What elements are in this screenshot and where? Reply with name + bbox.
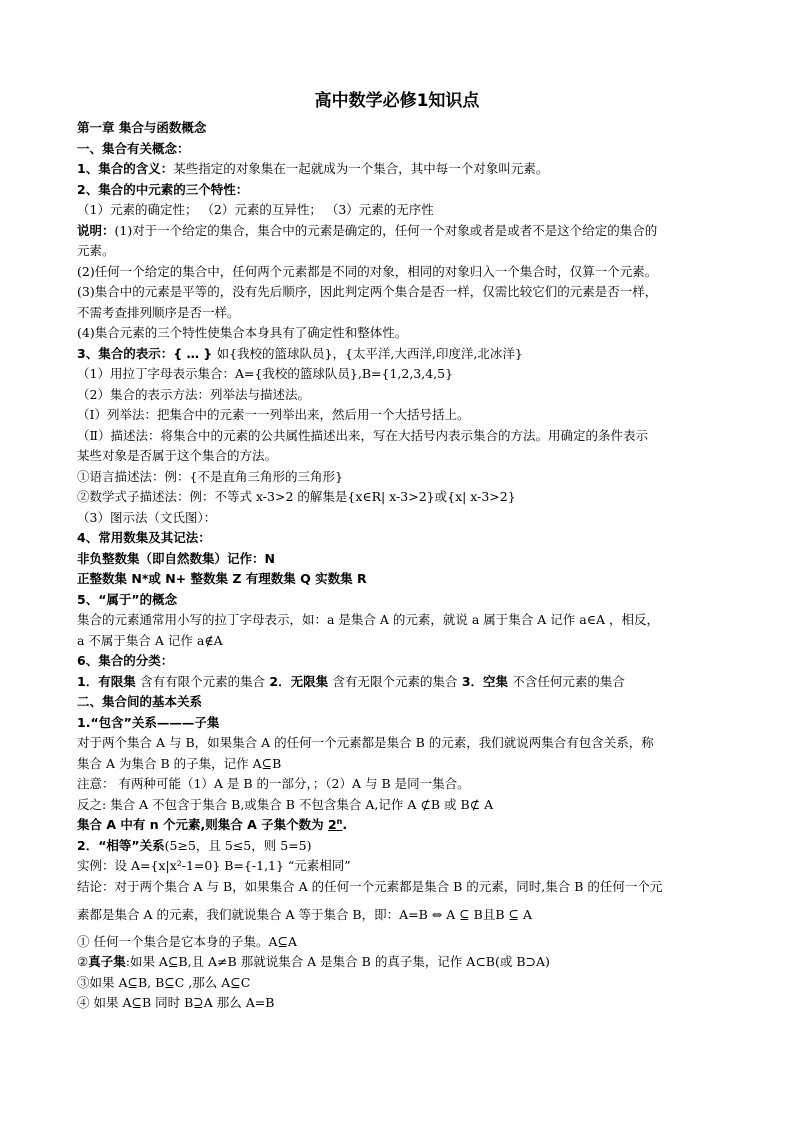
text-line-l16: ①语言描述法：例：{不是直角三角形的三角形} <box>77 468 343 484</box>
superscript: n <box>336 816 343 826</box>
text-run: 不含任何元素的集合 <box>512 673 625 689</box>
text-line-l38 <box>77 952 727 973</box>
text-line-l6: (2)任何一个给定的集合中，任何两个元素都是不同的对象，相同的对象归入一个集合时，仅算一个元素。 <box>77 263 658 279</box>
text-line-s1: 一、集合有关概念： <box>77 140 190 156</box>
text-line-l13: （Ⅰ）列举法：把集合中的元素一一列举出来，然后用一个大括号括上。 <box>77 407 470 422</box>
text-run: (1)对于一个给定的集合，集合中的元素是确定的，任何一个对象或者是或者不是这个给定的集合的 <box>114 222 658 238</box>
text-run: 真子集 <box>88 954 126 969</box>
document-title: 高中数学必修1知识点 <box>314 91 480 111</box>
text-line-l35: 结论：对于两个集合 A 与 B，如果集合 A 的任何一个元素都是集合 B 的元素，同时,集合 B 的任何一个元 <box>77 878 663 894</box>
text-run: 3．空集 <box>457 673 513 689</box>
text-line-l21: 正整数集 N*或 N+ 整数集 Z 有理数集 Q 实数集 R <box>77 571 367 586</box>
text-line-l3: （1）元素的确定性； （2）元素的互异性； （3）元素的无序性 <box>77 202 434 217</box>
text-line-l5: 元素。 <box>77 243 115 258</box>
text-line-l30: 注意： 有两种可能（1）A 是 B 的一部分，；（2）A 与 B 是同一集合。 <box>77 776 470 791</box>
text-run: 2．“相等”关系 <box>77 837 165 853</box>
text-line-l19: 4、常用数集及其记法： <box>77 530 211 545</box>
text-line-l9: (4)集合元素的三个特性使集合本身具有了确定性和整体性。 <box>77 325 408 340</box>
text-line-l22: 5、“属于”的概念 <box>77 591 178 607</box>
document-body <box>77 118 727 1014</box>
text-line-l27: 1.“包含”关系———子集 <box>77 714 220 730</box>
text-line-l23: 集合的元素通常用小写的拉丁字母表示，如：a 是集合 A 的元素，就说 a 属于集合 A 记作 a∈A ，相反， <box>77 612 659 627</box>
text-line-l14: （Ⅱ）描述法：将集合中的元素的公共属性描述出来，写在大括号内表示集合的方法。用确定的条件表示 <box>77 427 648 443</box>
text-line-l40: ④ 如果 A⊆B 同时 B⊇A 那么 A=B <box>77 995 275 1010</box>
text-line-l24: a 不属于集合 A 记作 a∉A <box>77 632 223 648</box>
text-run: 2．无限集 <box>265 673 333 689</box>
text-line-l37: ① 任何一个集合是它本身的子集。A⊆A <box>77 933 298 949</box>
text-run: 1．有限集 <box>77 673 141 689</box>
text-line-l2: 2、集合的中元素的三个特性： <box>77 181 249 197</box>
text-line-l1 <box>77 159 727 180</box>
text-line-l31: 反之: 集合 A 不包含于集合 B,或集合 B 不包含集合 A,记作 A ⊄B 或 B⊄ A <box>77 796 494 812</box>
text-run: 1、集合的含义： <box>77 161 174 176</box>
text-line-s2: 二、集合间的基本关系 <box>77 694 203 709</box>
text-line-l20: 非负整数集（即自然数集）记作：N <box>77 550 275 566</box>
text-line-l39: ③如果 A⊆B, B⊆C ,那么 A⊆C <box>77 974 251 990</box>
text-run: 说明： <box>77 222 115 238</box>
text-line-l7: (3)集合中的元素是平等的，没有先后顺序，因此判定两个集合是否一样，仅需比较它们的元素是否一样， <box>77 284 658 299</box>
text-line-l33 <box>77 836 727 857</box>
text-line-l26 <box>77 672 727 693</box>
text-run: :如果 A⊆B,且 A≠B 那就说集合 A 是集合 B 的真子集，记作 A⊂B(或 B⊃A) <box>125 954 550 969</box>
text-line-l34: 实例：设 A={x|x²-1=0} B={-1,1} “元素相同” <box>77 858 351 873</box>
text-line-l32 <box>77 815 727 836</box>
text-line-l11: （1）用拉丁字母表示集合：A={我校的篮球队员},B={1,2,3,4,5} <box>77 366 454 381</box>
text-line-l4 <box>77 221 727 242</box>
text-line-l12: （2）集合的表示方法：列举法与描述法。 <box>77 386 310 402</box>
text-run: 如{我校的篮球队员}，{太平洋,大西洋,印度洋,北冰洋} <box>216 345 523 361</box>
text-line-l29: 集合 A 为集合 B 的子集，记作 A⊆B <box>77 755 282 771</box>
text-run: 含有有限个元素的集合 <box>140 673 266 689</box>
text-line-l10 <box>77 344 727 365</box>
text-line-chapter: 第一章 集合与函数概念 <box>77 120 207 135</box>
text-line-l17: ②数学式子描述法：例：不等式 x-3>2 的解集是{x∈R| x-3>2}或{x| x-3>2} <box>77 489 516 504</box>
text-run: . <box>342 817 348 832</box>
text-run: 某些指定的对象集在一起就成为一个集合，其中每一个对象叫元素。 <box>173 161 549 176</box>
text-run: 集合 A 中有 n 个元素,则集合 A 子集个数为 <box>77 817 328 832</box>
text-run: 3、集合的表示：{ … } <box>77 345 217 361</box>
text-line-l28: 对于两个集合 A 与 B，如果集合 A 的任何一个元素都是集合 B 的元素，我们就说两集合有包含关系，称 <box>77 735 654 750</box>
text-run: ② <box>77 954 89 969</box>
text-run: (5≥5，且 5≤5，则 5=5) <box>164 837 312 853</box>
text-run: 含有无限个元素的集合 <box>332 673 458 689</box>
text-line-l25: 6、集合的分类： <box>77 653 174 668</box>
text-line-l8: 不需考查排列顺序是否一样。 <box>77 304 240 320</box>
text-line-l18: （3）图示法（文氏图）： <box>77 509 217 525</box>
text-line-l36: 素都是集合 A 的元素，我们就说集合 A 等于集合 B，即：A=B ⇔ A ⊆ B且B ⊆ A <box>77 907 532 922</box>
text-line-l15: 某些对象是否属于这个集合的方法。 <box>77 448 278 463</box>
text-run: 2$^n$ <box>327 816 343 832</box>
